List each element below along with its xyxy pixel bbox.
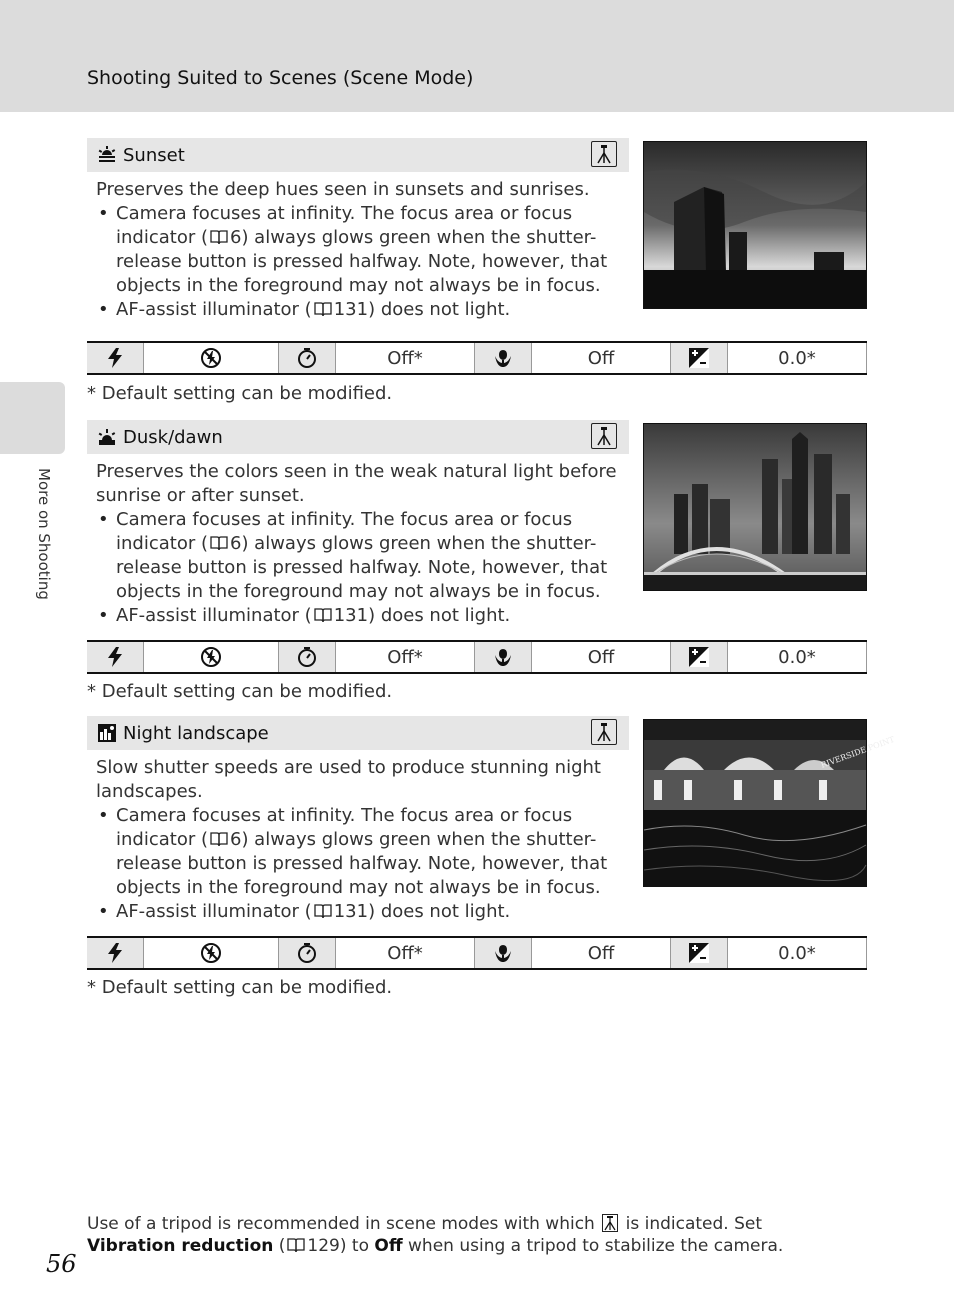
side-tab	[0, 382, 65, 454]
bullet-text: ) always glows green when the shutter-release button is pressed halfway. Note, however, that objects in the foreground may not always be in focus.	[116, 829, 608, 898]
book-icon	[210, 228, 228, 244]
exposure-value: 0.0*	[727, 938, 867, 968]
footer-text: Use of a tripod is recommended in scene modes with which	[87, 1214, 595, 1234]
self-timer-value: Off*	[335, 938, 475, 968]
self-timer-value: Off*	[335, 343, 475, 373]
list-item	[96, 508, 626, 604]
list-item	[96, 298, 626, 322]
footer-text: when using a tripod to stabilize the camera.	[408, 1236, 784, 1256]
tripod-icon	[602, 1214, 618, 1232]
self-timer-icon	[279, 938, 335, 968]
book-icon	[314, 300, 332, 316]
dusk-dawn-photo	[643, 423, 867, 591]
book-icon	[210, 830, 228, 846]
macro-value: Off	[531, 343, 671, 373]
settings-row	[87, 640, 867, 674]
book-icon	[210, 534, 228, 550]
section-intro: Preserves the colors seen in the weak natural light before sunrise or after sunset.	[96, 461, 617, 506]
section-intro: Slow shutter speeds are used to produce stunning night landscapes.	[96, 757, 601, 802]
flash-mode-icon	[87, 343, 143, 373]
tripod-icon	[591, 423, 617, 449]
section-title: Sunset	[123, 144, 185, 166]
bullet-list	[96, 202, 626, 322]
settings-row	[87, 341, 867, 375]
page-ref: 131	[333, 901, 369, 922]
bullet-text: Camera focuses at infinity. The focus area or focus indicator (	[116, 509, 573, 554]
page-header-title: Shooting Suited to Scenes (Scene Mode)	[87, 67, 474, 89]
bullet-text: ) does not light.	[368, 901, 511, 922]
bullet-text: ) does not light.	[368, 605, 511, 626]
dusk-dawn-icon	[97, 427, 117, 447]
macro-icon	[475, 642, 531, 672]
macro-icon	[475, 343, 531, 373]
footnote: * Default setting can be modified.	[87, 383, 393, 404]
bullet-text: AF-assist illuminator (	[116, 605, 312, 626]
night-landscape-photo	[643, 719, 896, 887]
header-band	[0, 0, 954, 112]
section-intro: Preserves the deep hues seen in sunsets and sunrises.	[96, 179, 590, 200]
exposure-value: 0.0*	[727, 343, 867, 373]
self-timer-value: Off*	[335, 642, 475, 672]
bullet-text: Camera focuses at infinity. The focus area or focus indicator (	[116, 203, 573, 248]
list-item	[96, 804, 626, 900]
exposure-compensation-icon	[671, 343, 727, 373]
book-icon	[314, 902, 332, 918]
tripod-icon	[591, 719, 617, 745]
bullet-text: AF-assist illuminator (	[116, 299, 312, 320]
footer-bold-text: Vibration reduction	[87, 1236, 274, 1256]
page-number: 56	[46, 1250, 77, 1278]
flash-mode-icon	[87, 938, 143, 968]
flash-mode-icon	[87, 642, 143, 672]
macro-value: Off	[531, 938, 671, 968]
photo-sign-text: RIVERSIDE POINT	[819, 734, 896, 770]
footer-bold-text: Off	[374, 1236, 403, 1256]
list-item	[96, 604, 626, 628]
section-body	[96, 178, 626, 322]
book-icon	[287, 1237, 305, 1253]
exposure-value: 0.0*	[727, 642, 867, 672]
section-title: Dusk/dawn	[123, 426, 223, 448]
footnote: * Default setting can be modified.	[87, 681, 393, 702]
page-ref: 131	[333, 605, 369, 626]
self-timer-icon	[279, 642, 335, 672]
flash-value	[143, 938, 279, 968]
settings-row	[87, 936, 867, 970]
exposure-compensation-icon	[671, 642, 727, 672]
self-timer-icon	[279, 343, 335, 373]
night-landscape-icon	[97, 723, 117, 743]
bullet-text: ) does not light.	[368, 299, 511, 320]
footer-text: ) to	[339, 1236, 369, 1256]
flash-value	[143, 642, 279, 672]
page-ref: 131	[333, 299, 369, 320]
footer-text: is indicated. Set	[625, 1214, 763, 1234]
section-body	[96, 756, 626, 924]
book-icon	[314, 606, 332, 622]
section-header	[87, 420, 629, 454]
footer-text: (	[278, 1236, 286, 1256]
bullet-text: ) always glows green when the shutter-release button is pressed halfway. Note, however, that objects in the foreground may not always be in focus.	[116, 533, 608, 602]
macro-icon	[475, 938, 531, 968]
macro-value: Off	[531, 642, 671, 672]
bullet-text: AF-assist illuminator (	[116, 901, 312, 922]
footnote: * Default setting can be modified.	[87, 977, 393, 998]
bullet-text: Camera focuses at infinity. The focus area or focus indicator (	[116, 805, 573, 850]
page-ref: 6	[229, 227, 242, 248]
list-item	[96, 202, 626, 298]
tripod-icon	[591, 141, 617, 167]
sunset-icon	[97, 145, 117, 165]
page-ref: 6	[229, 829, 242, 850]
section-header	[87, 716, 629, 750]
page-ref: 129	[307, 1236, 340, 1256]
bullet-list	[96, 508, 626, 628]
side-tab-label: More on Shooting	[35, 468, 53, 600]
exposure-compensation-icon	[671, 938, 727, 968]
bullet-text: ) always glows green when the shutter-release button is pressed halfway. Note, however, that objects in the foreground may not always be in focus.	[116, 227, 608, 296]
page-ref: 6	[229, 533, 242, 554]
sunset-photo	[643, 141, 867, 309]
tripod-footer-note	[87, 1213, 847, 1257]
section-body	[96, 460, 626, 628]
list-item	[96, 900, 626, 924]
flash-value	[143, 343, 279, 373]
section-title: Night landscape	[123, 722, 269, 744]
section-header	[87, 138, 629, 172]
bullet-list	[96, 804, 626, 924]
